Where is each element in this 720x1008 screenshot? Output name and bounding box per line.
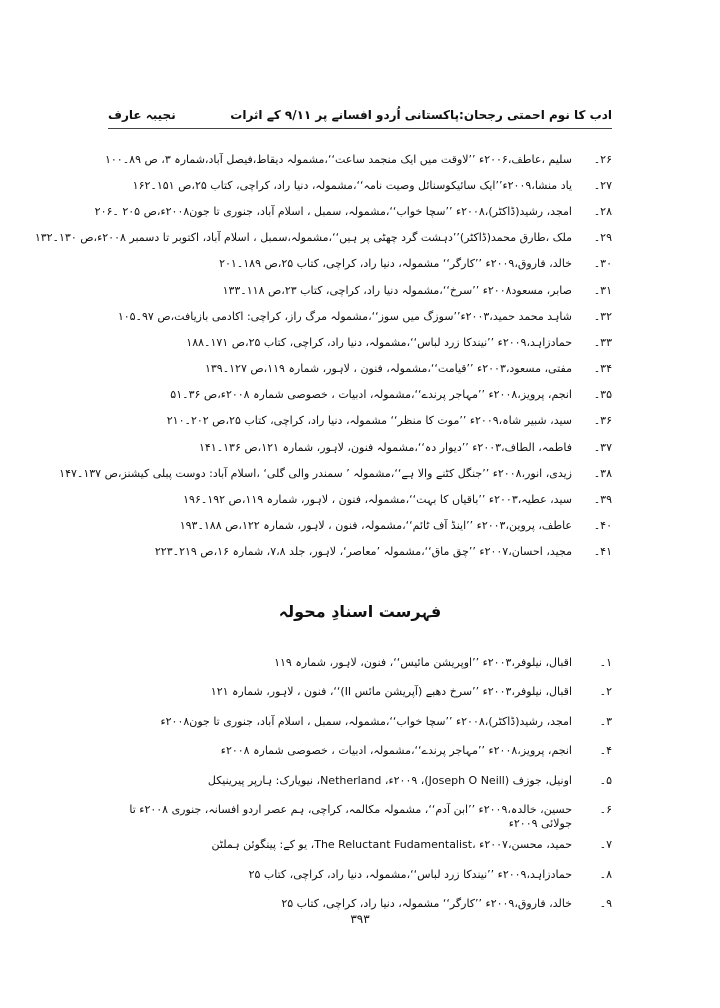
reference-number: ۳۱۔ (593, 283, 612, 297)
reference-item (108, 382, 612, 408)
reference-number: ۲۹۔ (593, 231, 612, 245)
reference-item (108, 329, 612, 355)
reference-number: ۲۷۔ (593, 178, 612, 192)
reference-text: عاطف، پروین،۲۰۰۳ء ’’اینڈ آف ٹائم‘‘،مشمولہ، فنون ، لاہور، شمارہ ۱۲۲،ص ۱۸۸۔۱۹۳ (179, 519, 572, 533)
reference-item (34, 225, 612, 251)
bibliography-item (108, 834, 612, 860)
reference-item (108, 539, 612, 565)
bibliography-item (108, 770, 612, 796)
bibliography-item (108, 864, 612, 890)
bibliography-text: امجد، رشید(ڈاکٹر)،۲۰۰۸ء ’’سچا خواب‘‘،مشمولہ، سمبل ، اسلام آباد، جنوری تا جون۲۰۰۸ء (160, 714, 572, 728)
reference-number: ۳۸۔ (593, 466, 612, 480)
bibliography-number: ۲۔ (599, 685, 612, 699)
reference-item (108, 277, 612, 303)
reference-number: ۴۱۔ (593, 545, 612, 559)
bibliography-number: ۳۔ (599, 714, 612, 728)
bibliography-number: ۱۔ (599, 656, 612, 669)
reference-item (108, 434, 612, 460)
bibliography-text: انجم، پرویز،۲۰۰۸ء ’’مہاجر پرندے‘‘،مشمولہ، ادبیات ، خصوصی شمارہ ۲۰۰۸ء (220, 744, 572, 758)
reference-item (94, 198, 612, 224)
reference-number: ۳۹۔ (593, 493, 612, 507)
bibliography-text: حمادزاہد،۲۰۰۹ء ’’نیندکا زرد لباس‘‘،مشمولہ، دنیا راد، کراچی، کتاب ۲۵ (248, 867, 572, 881)
bibliography-item (108, 799, 612, 831)
reference-item (104, 146, 612, 172)
bibliography-item (108, 652, 612, 678)
reference-text: یاد منشا،۲۰۰۹ء’’ایک سائیکوسنائل وصیت نامہ‘‘،مشمولہ، دنیا راد، کراچی، کتاب ۲۵،ص ۱۵۱۔۱۶۲ (132, 178, 572, 192)
bibliography-list (108, 652, 612, 923)
bibliography-text: اونیل، جوزف (Joseph O Neill)، ۲۰۰۹ء، Netherland، نیویارک: ہارپر پیرینیکل (207, 773, 572, 787)
running-header (108, 104, 612, 126)
reference-number: ۳۶۔ (593, 414, 612, 428)
reference-text: صابر، مسعود۲۰۰۸ء ’’سرخ‘‘،مشمولہ دنیا راد، کراچی، کتاب ۲۳،ص ۱۱۸۔۱۳۳ (222, 283, 572, 297)
bibliography-number: ۹۔ (599, 897, 612, 911)
bibliography-text: حمید، محسن،۲۰۰۷ء ،The Reluctant Fudamentalist، یو کے: پینگوئن ہملٹن (211, 838, 572, 852)
header-rule (108, 128, 612, 129)
reference-item (108, 303, 612, 329)
reference-text: امجد، رشید(ڈاکٹر)،۲۰۰۸ء ’’سچا خواب‘‘،مشمولہ، سمبل ، اسلام آباد، جنوری تا جون۲۰۰۸ء،ص ۲۰۵ ۔۲۰۶ (94, 204, 572, 218)
reference-item (59, 460, 612, 486)
bibliography-number: ۶۔ (599, 802, 612, 816)
bibliography-number: ۵۔ (599, 773, 612, 787)
reference-number: ۳۲۔ (593, 309, 612, 323)
bibliography-text: خالد، فاروق،۲۰۰۹ء ’’کارگر‘‘ مشمولہ، دنیا راد، کراچی، کتاب ۲۵ (281, 897, 572, 911)
bibliography-text: اقبال، نیلوفر،۲۰۰۳ء ’’سرخ دھبے (آپریشن مائس II)‘‘، فنون ، لاہور، شمارہ ۱۲۱ (210, 685, 572, 699)
header-title: ادب کا نوم احمتی رجحان:پاکستانی اُردو افسانے پر ۹/۱۱ کے اثرات (230, 108, 612, 122)
reference-number: ۲۶۔ (593, 152, 612, 166)
bibliography-text: اقبال، نیلوفر،۲۰۰۳ء ’’اوپریشن مائیس‘‘، فنون، لاہور، شمارہ ۱۱۹ (274, 656, 572, 669)
reference-item (108, 513, 612, 539)
reference-text: سید، شبیر شاہ،۲۰۰۹ء ’’موت کا منظر‘‘ مشمولہ، دنیا راد، کراچی، کتاب ۲۵،ص ۲۰۲۔۲۱۰ (166, 414, 572, 428)
header-author: نجیبہ عارف (108, 108, 176, 122)
bibliography-item (108, 681, 612, 707)
reference-text: سید، عطیہ،۲۰۰۳ء ’’باقیاں کا بہت‘‘،مشمولہ، فنون ، لاہور، شمارہ ۱۱۹،ص ۱۹۲۔۱۹۶ (183, 493, 572, 507)
bibliography-text: حسین، خالدہ،۲۰۰۹ء ’’ابن آدم‘‘، مشمولہ مکالمہ، کراچی، ہم عصر اردو افسانہ، جنوری ۲۰۰۸ء تا جولائی ۲۰۰۹ء (129, 802, 572, 830)
reference-number: ۴۰۔ (593, 519, 612, 533)
bibliography-number: ۴۔ (599, 744, 612, 758)
reference-text: شاہد محمد حمید،۲۰۰۳ء’’سوزگ میں سوز‘‘،مشمولہ مرگ راز، کراچی: اکادمی بازیافت،ص ۹۷۔۱۰۵ (117, 309, 572, 323)
reference-text: سلیم ،عاطف،۲۰۰۶ء ’’لاوقت میں ایک منجمد ساعت‘‘،مشمولہ دیقاط،فیصل آباد،شمارہ ۳، ص ۸۹۔۱۰۰ (104, 152, 572, 166)
bibliography-number: ۸۔ (599, 867, 612, 881)
bibliography-number: ۷۔ (599, 838, 612, 852)
reference-text: ملک ،طارق محمد(ڈاکٹر)’’دہشت گرد چھٹی پر ہیں‘‘،مشمولہ،سمبل ، اسلام آباد، اکتوبر تا دسمبر ۲۰۰۸ء،ص ۱۳۰۔۱۳۲ (34, 231, 572, 245)
reference-number: ۳۴۔ (593, 362, 612, 376)
reference-item (108, 486, 612, 512)
reference-list (34, 146, 612, 565)
reference-text: مفتی، مسعود،۲۰۰۳ء ’’قیامت‘‘،مشمولہ، فنون ، لاہور، شمارہ ۱۱۹،ص ۱۲۷۔۱۳۹ (204, 362, 572, 376)
reference-number: ۳۳۔ (593, 335, 612, 349)
bibliography-item (108, 740, 612, 766)
reference-text: مجید، احسان،۲۰۰۷ء ’’چق ماق‘‘،مشمولہ ’معاصر‘، لاہور، جلد ۷،۸، شمارہ ۱۶،ص ۲۱۹۔۲۲۳ (154, 545, 572, 559)
reference-text: زیدی، انور،۲۰۰۸ء ’’جنگل کٹنے والا ہے‘‘،مشمولہ ’ سمندر والی گلی‘ ،اسلام آباد: دوست پبلی کیشنز،ص ۱۳۷۔۱۴۷ (59, 466, 572, 480)
page-number: ۳۹۳ (350, 912, 370, 926)
reference-item (108, 172, 612, 198)
reference-number: ۳۵۔ (593, 388, 612, 402)
reference-text: فاطمہ، الطاف،۲۰۰۳ء ’’دیوار دہ‘‘،مشمولہ فنون، لاہور، شمارہ ۱۲۱،ص ۱۳۶۔۱۴۱ (198, 440, 572, 454)
reference-text: انجم، پرویز،۲۰۰۸ء ’’مہاجر پرندے‘‘،مشمولہ، ادبیات ، خصوصی شمارہ ۲۰۰۸ء،ص ۳۶۔۵۱ (170, 388, 572, 402)
reference-item (108, 251, 612, 277)
reference-number: ۳۰۔ (593, 257, 612, 271)
reference-text: حمادزاہد،۲۰۰۹ء ’’نیندکا زرد لباس‘‘،مشمولہ، دنیا راد، کراچی، کتاب ۲۵،ص ۱۷۱۔۱۸۸ (186, 335, 572, 349)
reference-item (108, 356, 612, 382)
reference-item (108, 408, 612, 434)
reference-text: خالد، فاروق،۲۰۰۹ء ’’کارگر‘‘ مشمولہ، دنیا راد، کراچی، کتاب ۲۵،ص ۱۸۹۔۲۰۱ (219, 257, 572, 271)
reference-number: ۲۸۔ (593, 204, 612, 218)
section-title: فہرست اسنادِ محولہ (278, 602, 442, 621)
reference-number: ۳۷۔ (593, 440, 612, 454)
bibliography-item (108, 711, 612, 737)
